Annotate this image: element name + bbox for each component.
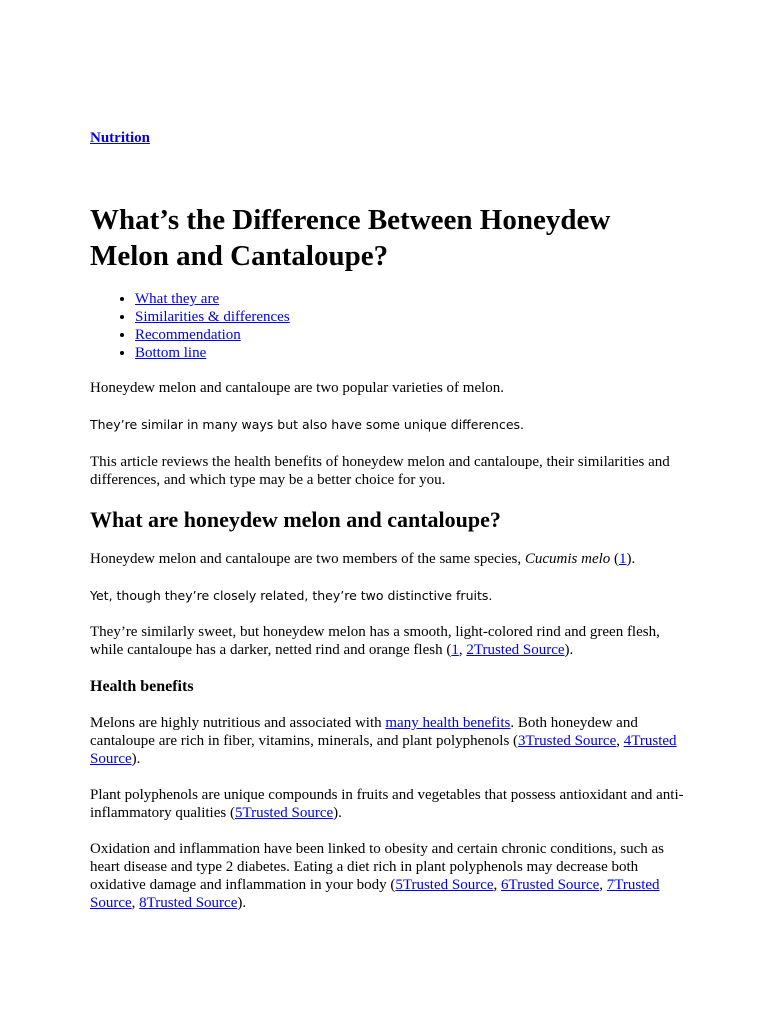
section-heading-what-are: What are honeydew melon and cantaloupe?	[90, 507, 501, 532]
separator: ,	[131, 895, 140, 911]
section1-paragraph-2: Yet, though they’re closely related, they’re two distinctive fruits.	[90, 588, 493, 603]
toc-link-similarities[interactable]: Similarities & differences	[135, 309, 290, 325]
toc-link-what-they-are[interactable]: What they are	[135, 291, 220, 307]
health-p2-text: Plant polyphenols are unique compounds in fruits and vegetables that possess antioxidant and anti-inflammatory qualities (	[90, 787, 684, 821]
species-name: Cucumis melo	[524, 551, 611, 567]
section1-p3-text: They’re similarly sweet, but honeydew melon has a smooth, light-colored rind and green flesh, while cantaloupe has a darker, netted rind and orange flesh (	[90, 624, 660, 658]
separator: ,	[599, 877, 607, 893]
health-paragraph-1	[90, 714, 686, 768]
citation-link-4[interactable]: 4Trusted Source	[90, 733, 677, 767]
separator: ,	[616, 733, 624, 749]
intro-paragraph-2: They’re similar in many ways but also have some unique differences.	[90, 417, 525, 432]
citation-link-1[interactable]: 1	[451, 642, 459, 658]
toc-item	[135, 344, 290, 362]
citation-link-1[interactable]: 1	[619, 551, 627, 567]
section1-p1-text: Honeydew melon and cantaloupe are two members of the same species,	[90, 551, 525, 567]
health-p3-text: Oxidation and inflammation have been linked to obesity and certain chronic conditions, such as heart disease and type 2 diabetes. Eating a diet rich in plant polyphenols may decrease both oxidative damage and inflammation in your body (	[90, 841, 665, 893]
toc-link-bottom-line[interactable]: Bottom line	[135, 345, 207, 361]
section-heading-health-benefits: Health benefits	[90, 678, 194, 695]
paren-close: ).	[237, 895, 247, 911]
toc-item	[135, 308, 290, 326]
citation-link-8[interactable]: 8Trusted Source	[139, 895, 238, 911]
paren-open: (	[610, 551, 620, 567]
citation-link-5[interactable]: 5Trusted Source	[395, 877, 494, 893]
health-p1-text-2: . Both honeydew and cantaloupe are rich in fiber, vitamins, minerals, and plant polyphenols (	[90, 715, 638, 749]
citation-link-6[interactable]: 6Trusted Source	[501, 877, 600, 893]
paren-close: ).	[333, 805, 342, 821]
section1-paragraph-1	[90, 550, 686, 568]
separator: ,	[458, 642, 467, 658]
intro-paragraph-1: Honeydew melon and cantaloupe are two popular varieties of melon.	[90, 380, 505, 396]
citation-link-3[interactable]: 3Trusted Source	[518, 733, 617, 749]
health-p1-text-1: Melons are highly nutritious and associated with	[90, 715, 386, 731]
toc-item	[135, 290, 290, 308]
toc-link-recommendation[interactable]: Recommendation	[135, 327, 241, 343]
toc-item	[135, 326, 290, 344]
category-link[interactable]: Nutrition	[90, 130, 150, 146]
paren-close: ).	[131, 751, 141, 767]
citation-link-7[interactable]: 7Trusted Source	[90, 877, 660, 911]
table-of-contents	[90, 290, 290, 362]
many-health-benefits-link[interactable]: many health benefits	[385, 715, 511, 731]
citation-link-5[interactable]: 5Trusted Source	[234, 805, 334, 821]
paren-close: ).	[626, 551, 636, 567]
paren-close: ).	[564, 642, 574, 658]
citation-link-2[interactable]: 2Trusted Source	[466, 642, 565, 658]
health-paragraph-3	[90, 840, 686, 912]
health-paragraph-2	[90, 786, 686, 822]
separator: ,	[493, 877, 502, 893]
intro-paragraph-3: This article reviews the health benefits of honeydew melon and cantaloupe, their similarities and differences, and which type may be a better choice for you.	[90, 454, 670, 488]
article-title: What’s the Difference Between Honeydew Melon and Cantaloupe?	[90, 204, 611, 272]
section1-paragraph-3	[90, 623, 686, 659]
